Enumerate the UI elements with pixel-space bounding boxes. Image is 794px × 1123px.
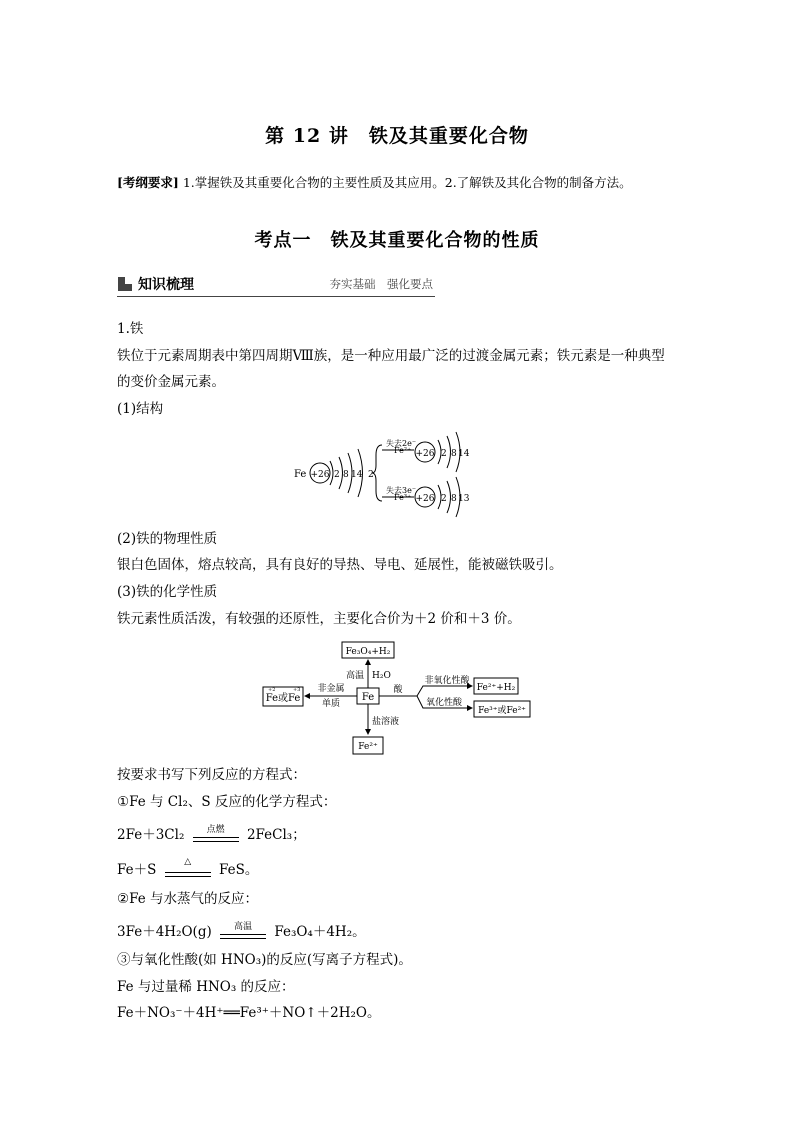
equation-3 bbox=[117, 920, 366, 941]
item-1-heading: ①Fe 与 Cl₂、S 反应的化学方程式： bbox=[117, 794, 337, 810]
reaction-diagram bbox=[260, 638, 535, 760]
paragraph-position: 铁位于元素周期表中第四周期Ⅷ族，是一种应用最广泛的过渡金属元素；铁元素是一种典型 bbox=[117, 348, 665, 364]
heading-physical: (2)铁的物理性质 bbox=[117, 531, 218, 547]
condition-heat: △ bbox=[184, 856, 192, 867]
product-fe2: Fe²⁺ bbox=[358, 742, 378, 752]
cond-element: 单质 bbox=[321, 699, 341, 709]
heading-chemical: (3)铁的化学性质 bbox=[117, 584, 218, 600]
heading-structure: (1)结构 bbox=[117, 401, 164, 417]
equation-3-right: Fe₃O₄＋4H₂。 bbox=[274, 924, 366, 940]
equation-1-left: 2Fe＋3Cl₂ bbox=[117, 827, 185, 843]
shell-4: 2 bbox=[368, 470, 374, 480]
product-fe3-or-fe2: Fe³⁺或Fe²⁺ bbox=[478, 706, 526, 716]
item-3-subheading: Fe 与过量稀 HNO₃ 的反应： bbox=[117, 979, 295, 995]
product-fe-valence: Fe或Fe bbox=[265, 693, 301, 704]
equals-sign bbox=[165, 872, 211, 877]
cond-salt-solution: 盐溶液 bbox=[372, 717, 400, 727]
valence-plus3: +3 bbox=[293, 687, 301, 693]
fe3-shell-2: 8 bbox=[451, 494, 457, 504]
fe3-shell-3: 13 bbox=[458, 494, 470, 504]
cond-nonmetal: 非金属 bbox=[317, 684, 345, 694]
nucleus-charge-fe3: +26 bbox=[415, 494, 435, 504]
center-fe: Fe bbox=[361, 692, 375, 703]
fe2-shell-2: 8 bbox=[451, 449, 457, 459]
atomic-structure-diagram bbox=[290, 425, 520, 525]
item-3-heading: ③与氧化性酸(如 HNO₃)的反应(写离子方程式)。 bbox=[117, 952, 412, 968]
ionic-equation: Fe＋NO₃⁻＋4H⁺══Fe³⁺＋NO↑＋2H₂O。 bbox=[117, 1005, 381, 1021]
shell-3: 14 bbox=[351, 470, 363, 480]
nucleus-charge: +26 bbox=[310, 470, 330, 480]
fe3-shell-1: 2 bbox=[441, 494, 447, 504]
fe-symbol: Fe bbox=[294, 469, 307, 480]
knowledge-bar bbox=[117, 274, 435, 297]
requirement-tag: [考纲要求] bbox=[117, 175, 179, 190]
cond-high-temp: 高温 bbox=[345, 671, 364, 681]
square-icon bbox=[118, 277, 132, 291]
equation-2-right: FeS。 bbox=[218, 862, 259, 878]
knowledge-bar-subtitle: 夯实基础 强化要点 bbox=[329, 277, 433, 291]
cond-nonoxidizing-acid: 非氧化性酸 bbox=[424, 676, 470, 686]
cond-water: H₂O bbox=[372, 671, 391, 681]
paragraph-position-cont: 的变价金属元素。 bbox=[117, 374, 225, 390]
equation-2 bbox=[117, 858, 258, 879]
equation-1-right: 2FeCl₃； bbox=[246, 827, 306, 843]
heading-iron: 1.铁 bbox=[117, 321, 144, 337]
nucleus-charge-fe2: +26 bbox=[415, 449, 435, 459]
equals-sign bbox=[193, 837, 239, 842]
condition-ignite: 点燃 bbox=[206, 824, 225, 835]
cond-oxidizing-acid: 氧化性酸 bbox=[425, 698, 463, 708]
paragraph-physical: 银白色固体，熔点较高，具有良好的导热、导电、延展性，能被磁铁吸引。 bbox=[117, 557, 563, 573]
shell-2: 8 bbox=[343, 470, 349, 480]
instruction: 按要求书写下列反应的方程式： bbox=[117, 767, 306, 783]
lose-3e-label: 失去3e⁻ bbox=[386, 486, 417, 495]
syllabus-requirement bbox=[117, 173, 632, 191]
equals-sign bbox=[220, 934, 266, 939]
product-fe2-h2: Fe²⁺+H₂ bbox=[476, 683, 516, 693]
section-title: 考点一 铁及其重要化合物的性质 bbox=[254, 230, 540, 251]
fe2-shell-3: 14 bbox=[458, 449, 470, 459]
lesson-title: 第 12 讲 铁及其重要化合物 bbox=[265, 125, 529, 147]
equation-3-left: 3Fe＋4H₂O(g) bbox=[117, 924, 212, 940]
item-2-heading: ②Fe 与水蒸气的反应： bbox=[117, 891, 259, 907]
equation-2-left: Fe＋S bbox=[117, 862, 157, 878]
knowledge-bar-title: 知识梳理 bbox=[138, 277, 194, 293]
product-fe3o4: Fe₃O₄+H₂ bbox=[345, 647, 391, 657]
shell-1: 2 bbox=[334, 470, 340, 480]
equation-1 bbox=[117, 823, 306, 844]
requirement-text: 1.掌握铁及其重要化合物的主要性质及其应用。2.了解铁及其化合物的制备方法。 bbox=[182, 175, 632, 190]
cond-acid: 酸 bbox=[393, 685, 403, 695]
paragraph-chemical: 铁元素性质活泼，有较强的还原性，主要化合价为＋2 价和＋3 价。 bbox=[117, 611, 521, 627]
valence-plus2: +2 bbox=[268, 687, 276, 693]
fe2-shell-1: 2 bbox=[441, 449, 447, 459]
fe2-ion: Fe²⁺ bbox=[394, 446, 412, 455]
lose-2e-label: 失去2e⁻ bbox=[386, 439, 417, 448]
fe3-ion: Fe³⁺ bbox=[394, 493, 412, 502]
condition-high-temp: 高温 bbox=[234, 921, 253, 932]
